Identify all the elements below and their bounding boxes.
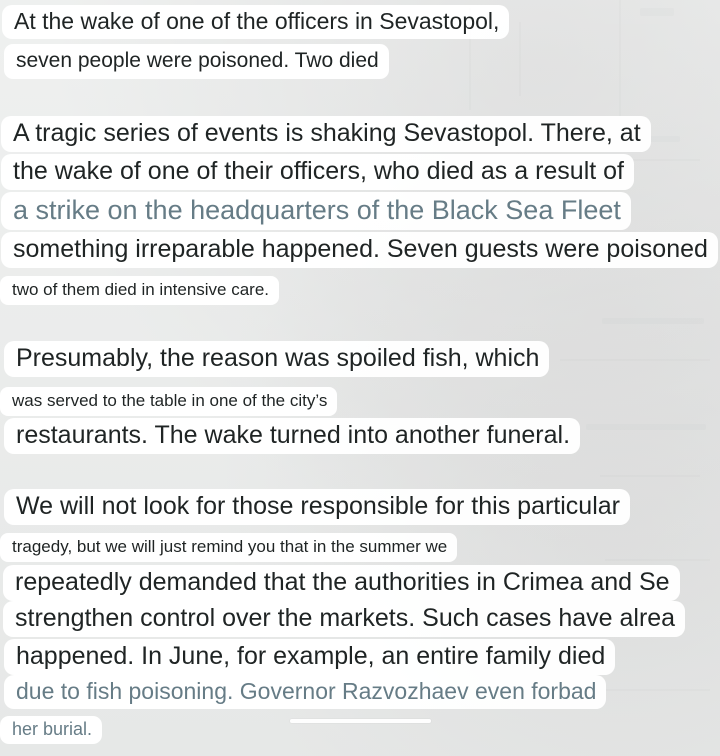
text-line-15: happened. In June, for example, an entire family died — [4, 639, 615, 675]
text-line-9: was served to the table in one of the city’s — [0, 387, 337, 416]
text-line-12: tragedy, but we will just remind you that in the summer we — [0, 533, 457, 562]
text-line-17-link[interactable]: her burial. — [0, 716, 102, 744]
text-line-5-link[interactable]: a strike on the headquarters of the Black Sea Fleet — [1, 192, 631, 230]
text-line-16-link[interactable]: due to fish poisoning. Governor Razvozhaev even forbad — [4, 675, 606, 709]
home-indicator — [290, 719, 431, 723]
text-line-7: two of them died in intensive care. — [0, 276, 279, 305]
text-line-6: something irreparable happened. Seven guests were poisoned — [1, 232, 718, 268]
text-line-3: A tragic series of events is shaking Sevastopol. There, at — [1, 116, 651, 152]
text-line-11: We will not look for those responsible for this particular — [4, 489, 630, 525]
text-line-1: At the wake of one of the officers in Sevastopol, — [2, 5, 509, 39]
text-line-14: strengthen control over the markets. Such cases have alrea — [3, 601, 685, 637]
text-line-2: seven people were poisoned. Two died — [4, 44, 389, 79]
text-line-10: restaurants. The wake turned into another funeral. — [4, 418, 580, 454]
text-line-13: repeatedly demanded that the authorities in Crimea and Se — [3, 565, 680, 601]
text-line-4: the wake of one of their officers, who died as a result of — [1, 154, 634, 190]
text-line-8: Presumably, the reason was spoiled fish, which — [4, 341, 549, 377]
